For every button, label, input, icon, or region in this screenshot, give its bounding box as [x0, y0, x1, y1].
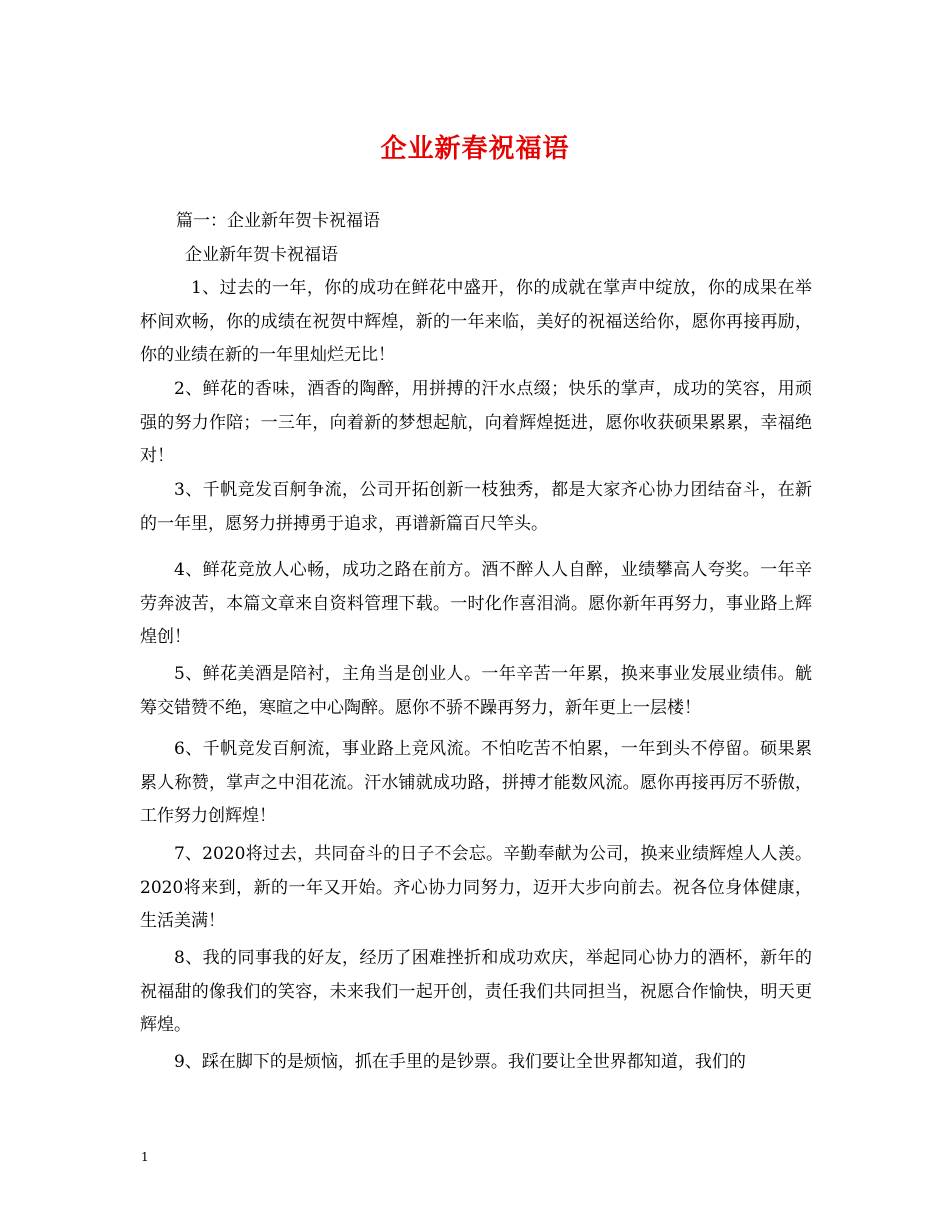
paragraph-1: 1、过去的一年，你的成功在鲜花中盛开，你的成就在掌声中绽放，你的成果在举杯间欢畅，你的成绩在祝贺中辉煌，新的一年来临，美好的祝福送给你，愿你再接再励，你的业绩在新的一年里灿烂无比！ [140, 278, 812, 366]
paragraph-3: 3、千帆竞发百舸争流，公司开拓创新一枝独秀，都是大家齐心协力团结奋斗，在新的一年里，愿努力拼搏勇于追求，再谱新篇百尺竿头。 [140, 480, 812, 534]
paragraph-9: 9、踩在脚下的是烦恼，抓在手里的是钞票。我们要让全世界都知道，我们的 [174, 1052, 746, 1072]
paragraph-2: 2、鲜花的香味，酒香的陶醉，用拼搏的汗水点缀；快乐的掌声，成功的笑容，用顽强的努力作陪；一三年，向着新的梦想起航，向着辉煌挺进，愿你收获硕果累累，幸福绝对！ [140, 379, 812, 467]
paragraph-6: 6、千帆竞发百舸流，事业路上竞风流。不怕吃苦不怕累，一年到头不停留。硕果累累人称赞，掌声之中泪花流。汗水铺就成功路，拼搏才能数风流。愿你再接再厉不骄傲，工作努力创辉煌！ [140, 739, 812, 827]
page-number: 1 [141, 1150, 149, 1164]
paragraph-8: 8、我的同事我的好友，经历了困难挫折和成功欢庆，举起同心协力的酒杯，新年的祝福甜的像我们的笑容，未来我们一起开创，责任我们共同担当，祝愿合作愉快，明天更辉煌。 [140, 948, 812, 1036]
document-title: 企业新春祝福语 [380, 134, 570, 164]
paragraph-7: 7、2020将过去，共同奋斗的日子不会忘。辛勤奉献为公司，换来业绩辉煌人人羡。2020将来到，新的一年又开始。齐心协力同努力，迈开大步向前去。祝各位身体健康，生活美满！ [140, 844, 812, 932]
subheading: 企业新年贺卡祝福语 [185, 245, 338, 265]
section-heading: 篇一：企业新年贺卡祝福语 [176, 211, 380, 231]
paragraph-5: 5、鲜花美酒是陪衬，主角当是创业人。一年辛苦一年累，换来事业发展业绩伟。觥筹交错赞不绝，寒暄之中心陶醉。愿你不骄不躁再努力，新年更上一层楼！ [140, 664, 812, 718]
paragraph-4: 4、鲜花竞放人心畅，成功之路在前方。酒不醉人人自醉，业绩攀高人夸奖。一年辛劳奔波苦，本篇文章来自资料管理下载。一时化作喜泪淌。愿你新年再努力，事业路上辉煌创！ [140, 560, 812, 648]
